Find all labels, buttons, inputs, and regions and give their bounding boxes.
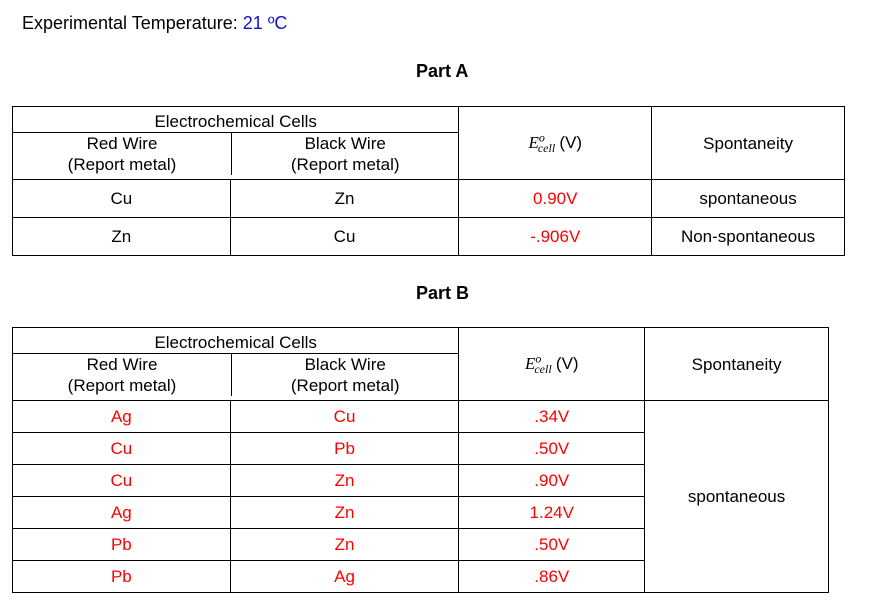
ecell-sup: o (535, 350, 542, 365)
black-wire-cell: Zn (230, 497, 459, 529)
red-wire-header (13, 133, 232, 176)
ecell-cell: .34V (459, 401, 645, 433)
red-wire-header (13, 354, 232, 397)
electrochemical-cells-header (13, 328, 459, 401)
table-row (13, 401, 829, 433)
ecell-cell: .90V (459, 465, 645, 497)
ecell-cell: 0.90V (459, 180, 652, 218)
ecell-cell: .86V (459, 561, 645, 593)
spontaneity-cell: Non-spontaneous (652, 218, 845, 256)
black-wire-sublabel: (Report metal) (290, 376, 400, 395)
electrochemical-cells-header (13, 107, 459, 180)
red-wire-sublabel: (Report metal) (67, 155, 177, 174)
experimental-temperature (22, 13, 287, 34)
part-a-table (12, 106, 845, 256)
part-b-table (12, 327, 829, 593)
spontaneity-header: Spontaneity (652, 107, 845, 180)
red-wire-cell: Cu (13, 433, 231, 465)
black-wire-cell: Ag (230, 561, 459, 593)
red-wire-sublabel: (Report metal) (67, 376, 177, 395)
ecell-unit: (V) (559, 132, 583, 152)
ecell-header (459, 328, 645, 401)
ecell-cell: -.906V (459, 218, 652, 256)
red-wire-cell: Zn (13, 218, 231, 256)
ecell-header (459, 107, 652, 180)
ecell-cell: 1.24V (459, 497, 645, 529)
ecell-symbol: E (524, 353, 536, 373)
table-header-row (13, 328, 829, 401)
black-wire-cell: Zn (230, 465, 459, 497)
ecell-sub: cell (537, 141, 556, 156)
spontaneity-cell: spontaneous (652, 180, 845, 218)
table-header-row (13, 107, 845, 180)
black-wire-label: Black Wire (304, 134, 386, 153)
red-wire-cell: Cu (13, 465, 231, 497)
red-wire-label: Red Wire (86, 134, 158, 153)
red-wire-cell: Ag (13, 497, 231, 529)
part-a-title: Part A (416, 61, 469, 81)
red-wire-cell: Pb (13, 561, 231, 593)
black-wire-cell: Zn (230, 180, 459, 218)
ecell-sub: cell (534, 362, 552, 377)
ecell-unit: (V) (555, 353, 579, 373)
red-wire-cell: Pb (13, 529, 231, 561)
ecell-sup: o (538, 129, 545, 144)
black-wire-sublabel: (Report metal) (290, 155, 400, 174)
spontaneity-merged-cell: spontaneous (645, 401, 829, 593)
black-wire-header (232, 354, 459, 397)
table-row (13, 180, 845, 218)
ecell-cell: .50V (459, 433, 645, 465)
black-wire-cell: Cu (230, 218, 459, 256)
black-wire-cell: Pb (230, 433, 459, 465)
black-wire-label: Black Wire (304, 355, 386, 374)
part-b-title: Part B (416, 283, 470, 303)
ecell-symbol: E (528, 132, 539, 152)
ecell-cell: .50V (459, 529, 645, 561)
red-wire-cell: Cu (13, 180, 231, 218)
group-header: Electrochemical Cells (13, 332, 458, 354)
group-header: Electrochemical Cells (13, 111, 458, 133)
temperature-value: 21 ºC (242, 13, 288, 33)
table-row (13, 218, 845, 256)
temperature-label: Experimental Temperature: (22, 13, 238, 33)
spontaneity-header: Spontaneity (645, 328, 829, 401)
black-wire-cell: Zn (230, 529, 459, 561)
red-wire-cell: Ag (13, 401, 231, 433)
black-wire-header (232, 133, 459, 176)
black-wire-cell: Cu (230, 401, 459, 433)
red-wire-label: Red Wire (86, 355, 158, 374)
